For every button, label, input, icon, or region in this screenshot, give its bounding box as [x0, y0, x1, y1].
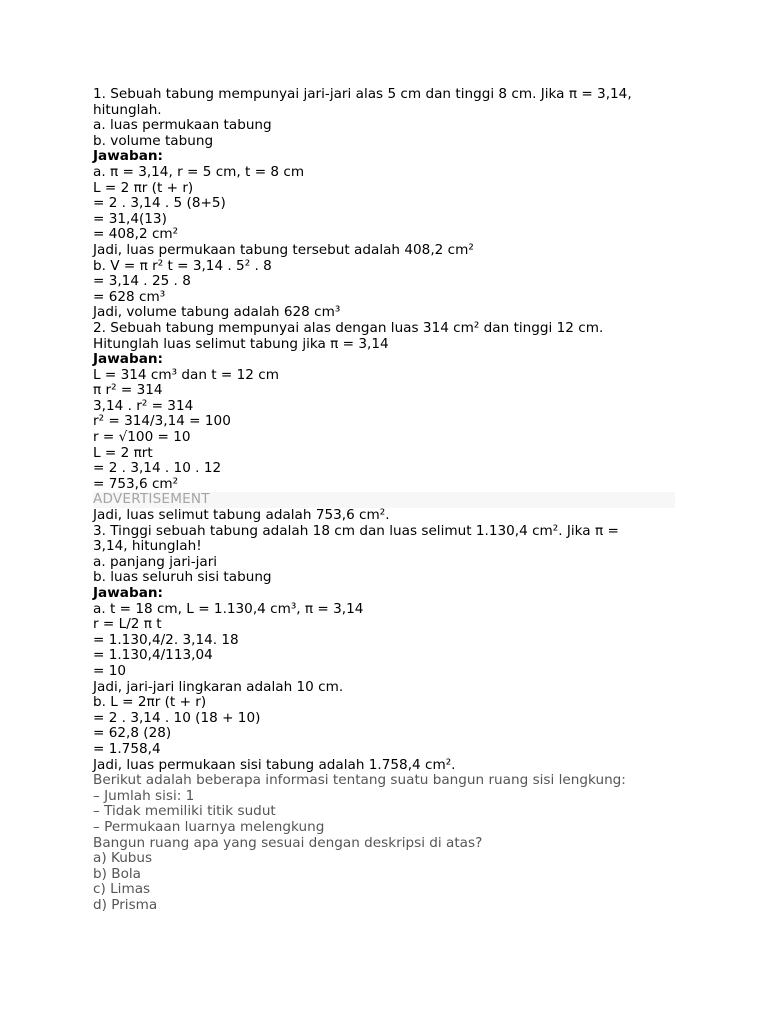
- text-line: 3,14, hitunglah!: [93, 538, 202, 555]
- text-line: = 628 cm³: [93, 288, 166, 305]
- text-line: = 62,8 (28): [93, 725, 172, 742]
- quiz-text-line: – Jumlah sisi: 1: [93, 787, 195, 804]
- text-line: hitunglah.: [93, 101, 162, 118]
- quiz-text-line: b) Bola: [93, 865, 142, 882]
- text-line: = 1.130,4/2. 3,14. 18: [93, 631, 239, 648]
- text-line: Hitunglah luas selimut tabung jika π = 3,14: [93, 335, 389, 352]
- text-line: L = 2 πrt: [93, 444, 153, 461]
- text-line: b. volume tabung: [93, 132, 214, 149]
- text-line: = 2 . 3,14 . 10 . 12: [93, 460, 222, 477]
- quiz-text-line: c) Limas: [93, 881, 151, 898]
- quiz-text-line: Berikut adalah beberapa informasi tentang suatu bangun ruang sisi lengkung:: [93, 772, 626, 789]
- text-line: b. luas seluruh sisi tabung: [93, 569, 272, 586]
- text-line: a. luas permukaan tabung: [93, 117, 272, 134]
- text-line: = 753,6 cm²: [93, 475, 179, 492]
- quiz-text-line: Bangun ruang apa yang sesuai dengan deskripsi di atas?: [93, 834, 483, 851]
- quiz-text-line: – Tidak memiliki titik sudut: [93, 803, 276, 820]
- text-line: a. π = 3,14, r = 5 cm, t = 8 cm: [93, 163, 305, 180]
- text-line: Jadi, jari-jari lingkaran adalah 10 cm.: [93, 678, 344, 695]
- text-line: 2. Sebuah tabung mempunyai alas dengan luas 314 cm² dan tinggi 12 cm.: [93, 319, 604, 336]
- text-line: = 2 . 3,14 . 10 (18 + 10): [93, 709, 261, 726]
- text-line: b. L = 2πr (t + r): [93, 694, 207, 711]
- text-line: L = 314 cm³ dan t = 12 cm: [93, 366, 279, 383]
- answer-heading: Jawaban:: [93, 148, 163, 165]
- text-line: r² = 314/3,14 = 100: [93, 413, 231, 430]
- quiz-text-line: – Permukaan luarnya melengkung: [93, 818, 325, 835]
- text-line: Jadi, luas selimut tabung adalah 753,6 cm².: [93, 507, 390, 524]
- text-line: = 408,2 cm²: [93, 226, 179, 243]
- text-line: Jadi, volume tabung adalah 628 cm³: [93, 304, 341, 321]
- text-line: = 3,14 . 25 . 8: [93, 273, 191, 290]
- quiz-text-line: a) Kubus: [93, 850, 153, 867]
- text-line: 3. Tinggi sebuah tabung adalah 18 cm dan luas selimut 1.130,4 cm². Jika π =: [93, 522, 619, 539]
- advertisement-label: ADVERTISEMENT: [93, 492, 675, 508]
- text-line: = 2 . 3,14 . 5 (8+5): [93, 195, 226, 212]
- text-line: = 1.130,4/113,04: [93, 647, 213, 664]
- text-line: 3,14 . r² = 314: [93, 397, 194, 414]
- text-line: r = √100 = 10: [93, 429, 191, 446]
- document-body: [93, 87, 683, 913]
- text-line: π r² = 314: [93, 382, 163, 399]
- text-line: Jadi, luas permukaan tabung tersebut adalah 408,2 cm²: [93, 241, 474, 258]
- text-line: 1. Sebuah tabung mempunyai jari-jari alas 5 cm dan tinggi 8 cm. Jika π = 3,14,: [93, 86, 632, 102]
- text-line: a. panjang jari-jari: [93, 553, 218, 570]
- text-line: = 31,4(13): [93, 210, 167, 227]
- text-line: b. V = π r² t = 3,14 . 5² . 8: [93, 257, 272, 274]
- text-line: = 10: [93, 662, 127, 679]
- text-line: Jadi, luas permukaan sisi tabung adalah 1.758,4 cm².: [93, 756, 456, 773]
- text-line: L = 2 πr (t + r): [93, 179, 194, 196]
- text-line: = 1.758,4: [93, 740, 161, 757]
- answer-heading: Jawaban:: [93, 351, 163, 368]
- answer-heading: Jawaban:: [93, 585, 163, 601]
- text-line: a. t = 18 cm, L = 1.130,4 cm³, π = 3,14: [93, 600, 364, 617]
- text-line: r = L/2 π t: [93, 616, 162, 633]
- quiz-text-line: d) Prisma: [93, 896, 158, 913]
